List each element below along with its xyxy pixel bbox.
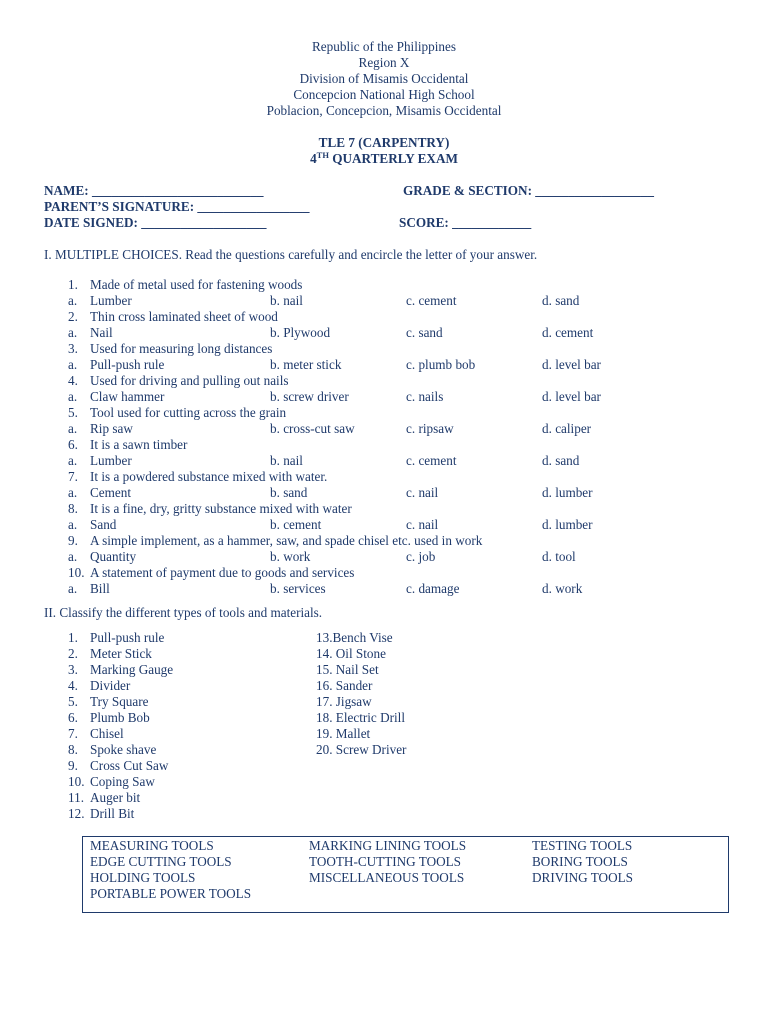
category-label: MEASURING TOOLS: [90, 838, 214, 853]
answer-choice[interactable]: Cement: [90, 485, 132, 500]
category-label: PORTABLE POWER TOOLS: [90, 886, 252, 901]
answer-choice[interactable]: d. tool: [542, 549, 576, 564]
part1-instruction: I. MULTIPLE CHOICES. Read the questions carefully and encircle the letter of your answer.: [44, 247, 538, 262]
choice-letter-a: a.: [68, 581, 78, 596]
answer-choice[interactable]: d. sand: [542, 453, 580, 468]
header-republic: Republic of the Philippines: [312, 39, 456, 54]
tool-item-number: 7.: [68, 726, 78, 741]
answer-choice[interactable]: b. sand: [270, 485, 308, 500]
tool-item: 16. Sander: [316, 678, 373, 693]
header-region: Region X: [358, 55, 410, 70]
answer-choice[interactable]: d. sand: [542, 293, 580, 308]
tool-item-name: Auger bit: [90, 790, 141, 805]
answer-choice[interactable]: d. lumber: [542, 485, 593, 500]
category-label: MISCELLANEOUS TOOLS: [309, 870, 465, 885]
answer-choice[interactable]: d. caliper: [542, 421, 592, 436]
answer-choice[interactable]: b. meter stick: [270, 357, 342, 372]
choice-letter-a: a.: [68, 549, 78, 564]
tool-item-number: 5.: [68, 694, 78, 709]
tool-item-name: Coping Saw: [90, 774, 155, 789]
category-label: MARKING LINING TOOLS: [309, 838, 467, 853]
tool-item-name: Marking Gauge: [90, 662, 174, 677]
answer-choice[interactable]: d. level bar: [542, 389, 601, 404]
choice-letter-a: a.: [68, 517, 78, 532]
answer-choice[interactable]: b. nail: [270, 453, 303, 468]
answer-choice[interactable]: d. cement: [542, 325, 594, 340]
tool-item-name: Plumb Bob: [90, 710, 150, 725]
tool-item-number: 3.: [68, 662, 78, 677]
answer-choice[interactable]: c. nail: [406, 485, 439, 500]
exam-subject: TLE 7 (CARPENTRY): [318, 135, 450, 150]
question-text: Used for driving and pulling out nails: [90, 373, 289, 388]
tool-item: 13.Bench Vise: [316, 630, 393, 645]
answer-choice[interactable]: c. sand: [406, 325, 443, 340]
category-label: HOLDING TOOLS: [90, 870, 196, 885]
answer-choice[interactable]: c. job: [406, 549, 436, 564]
category-label: TESTING TOOLS: [532, 838, 633, 853]
tool-item-name: Divider: [90, 678, 131, 693]
choice-letter-a: a.: [68, 325, 78, 340]
question-number: 8.: [68, 501, 78, 516]
tool-item: 17. Jigsaw: [316, 694, 372, 709]
answer-choice[interactable]: Rip saw: [90, 421, 133, 436]
question-text: It is a powdered substance mixed with water.: [90, 469, 328, 484]
tool-item-number: 6.: [68, 710, 78, 725]
tool-item-number: 11.: [68, 790, 84, 805]
choice-letter-a: a.: [68, 357, 78, 372]
answer-choice[interactable]: c. cement: [406, 293, 457, 308]
tool-item-name: Chisel: [90, 726, 124, 741]
question-number: 5.: [68, 405, 78, 420]
category-label: TOOTH-CUTTING TOOLS: [309, 854, 462, 869]
answer-choice[interactable]: Claw hammer: [90, 389, 165, 404]
tool-item-name: Drill Bit: [90, 806, 135, 821]
question-number: 6.: [68, 437, 78, 452]
tool-item-number: 1.: [68, 630, 78, 645]
tool-item-number: 2.: [68, 646, 78, 661]
question-number: 4.: [68, 373, 78, 388]
score-field[interactable]: SCORE: ____________: [399, 215, 532, 230]
question-number: 3.: [68, 341, 78, 356]
answer-choice[interactable]: Quantity: [90, 549, 137, 564]
answer-choice[interactable]: Lumber: [90, 453, 132, 468]
tool-item: 14. Oil Stone: [316, 646, 386, 661]
tool-item-number: 10.: [68, 774, 85, 789]
tool-item: 18. Electric Drill: [316, 710, 405, 725]
answer-choice[interactable]: b. Plywood: [270, 325, 331, 340]
choice-letter-a: a.: [68, 389, 78, 404]
question-number: 10.: [68, 565, 85, 580]
quarter-label: QUARTERLY EXAM: [328, 151, 458, 166]
part2-instruction: II. Classify the different types of tools and materials.: [44, 605, 323, 620]
answer-choice[interactable]: b. work: [270, 549, 311, 564]
tool-item-name: Spoke shave: [90, 742, 157, 757]
tool-item: 19. Mallet: [316, 726, 371, 741]
choice-letter-a: a.: [68, 453, 78, 468]
answer-choice[interactable]: b. cross-cut saw: [270, 421, 355, 436]
answer-choice[interactable]: b. cement: [270, 517, 322, 532]
category-label: BORING TOOLS: [532, 854, 628, 869]
question-number: 9.: [68, 533, 78, 548]
quarter-number: 4: [310, 151, 317, 166]
tool-item-name: Meter Stick: [90, 646, 152, 661]
tool-item-name: Cross Cut Saw: [90, 758, 169, 773]
question-text: Tool used for cutting across the grain: [90, 405, 287, 420]
question-text: Thin cross laminated sheet of wood: [90, 309, 278, 324]
exam-quarter: [0, 151, 768, 167]
tool-item-name: Pull-push rule: [90, 630, 165, 645]
choice-letter-a: a.: [68, 421, 78, 436]
answer-choice[interactable]: Bill: [90, 581, 110, 596]
parent-signature-field[interactable]: PARENT’S SIGNATURE: _________________: [44, 199, 310, 214]
tool-item-name: Try Square: [90, 694, 149, 709]
date-signed-field[interactable]: DATE SIGNED: ___________________: [44, 215, 267, 230]
answer-choice[interactable]: b. nail: [270, 293, 303, 308]
question-text: Used for measuring long distances: [90, 341, 273, 356]
answer-choice[interactable]: c. nails: [406, 389, 444, 404]
grade-section-field[interactable]: GRADE & SECTION: __________________: [403, 183, 654, 198]
question-number: 2.: [68, 309, 78, 324]
tool-item-number: 9.: [68, 758, 78, 773]
header-division: Division of Misamis Occidental: [299, 71, 469, 86]
answer-choice[interactable]: d. lumber: [542, 517, 593, 532]
answer-choice[interactable]: d. work: [542, 581, 583, 596]
tool-item-number: 4.: [68, 678, 78, 693]
tool-item: 20. Screw Driver: [316, 742, 407, 757]
choice-letter-a: a.: [68, 293, 78, 308]
header-school: Concepcion National High School: [293, 87, 475, 102]
question-text: It is a sawn timber: [90, 437, 188, 452]
answer-choice[interactable]: b. screw driver: [270, 389, 349, 404]
choice-letter-a: a.: [68, 485, 78, 500]
question-number: 1.: [68, 277, 78, 292]
answer-choice[interactable]: Nail: [90, 325, 113, 340]
quarter-suffix: TH: [316, 150, 329, 160]
answer-choice[interactable]: c. ripsaw: [406, 421, 454, 436]
tool-item: 15. Nail Set: [316, 662, 379, 677]
tool-item-number: 8.: [68, 742, 78, 757]
question-number: 7.: [68, 469, 78, 484]
name-field[interactable]: NAME: __________________________: [44, 183, 264, 198]
answer-choice[interactable]: b. services: [270, 581, 326, 596]
question-text: A simple implement, as a hammer, saw, and spade chisel etc. used in work: [90, 533, 483, 548]
category-label: EDGE CUTTING TOOLS: [90, 854, 232, 869]
question-text: It is a fine, dry, gritty substance mixed with water: [90, 501, 352, 516]
answer-choice[interactable]: c. nail: [406, 517, 439, 532]
category-label: DRIVING TOOLS: [532, 870, 633, 885]
question-text: A statement of payment due to goods and services: [90, 565, 355, 580]
answer-choice[interactable]: Lumber: [90, 293, 132, 308]
answer-choice[interactable]: c. plumb bob: [406, 357, 476, 372]
answer-choice[interactable]: c. damage: [406, 581, 460, 596]
answer-choice[interactable]: Sand: [90, 517, 117, 532]
answer-choice[interactable]: d. level bar: [542, 357, 601, 372]
question-text: Made of metal used for fastening woods: [90, 277, 303, 292]
tool-item-number: 12.: [68, 806, 85, 821]
answer-choice[interactable]: c. cement: [406, 453, 457, 468]
answer-choice[interactable]: Pull-push rule: [90, 357, 165, 372]
header-address: Poblacion, Concepcion, Misamis Occidental: [266, 103, 502, 118]
